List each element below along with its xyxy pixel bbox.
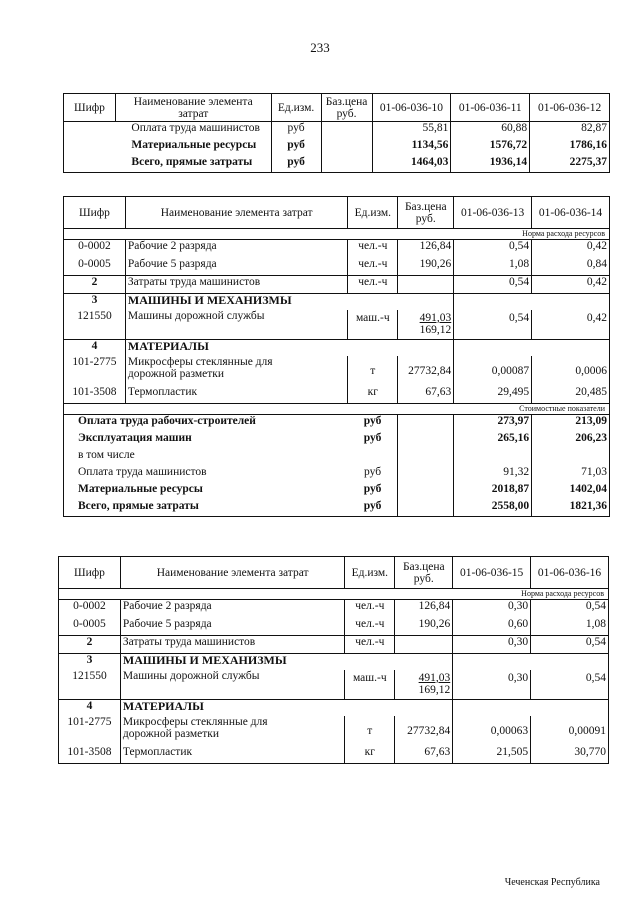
total-value: 273,97 xyxy=(454,415,532,432)
row-code: 2 xyxy=(64,276,126,294)
header-col-01-06-036-11: 01-06-036-11 xyxy=(451,94,530,122)
base-price-secondary: 169,12 xyxy=(419,323,452,336)
table-row xyxy=(64,276,610,294)
norm-subheader: Норма расхода ресурсов xyxy=(453,589,609,600)
table-row xyxy=(59,746,609,764)
row-code: 101-3508 xyxy=(59,746,121,764)
section-row xyxy=(64,340,610,356)
row-value: 0,60 xyxy=(453,618,531,636)
header-col-01-06-036-12: 01-06-036-12 xyxy=(530,94,610,122)
table-row xyxy=(64,139,610,156)
resource-table-2 xyxy=(63,196,610,517)
row-value: 2275,37 xyxy=(530,156,610,173)
section-row xyxy=(59,654,609,670)
row-value: 0,54 xyxy=(531,636,609,654)
table-row xyxy=(59,618,609,636)
row-value: 1,08 xyxy=(531,618,609,636)
section-title: МАТЕРИАЛЫ xyxy=(120,700,344,716)
row-name: Термопластик xyxy=(125,386,347,404)
row-base-price xyxy=(395,670,453,700)
total-row xyxy=(64,500,610,517)
total-name: в том числе xyxy=(64,449,348,466)
row-name: Термопластик xyxy=(120,746,344,764)
total-value: 265,16 xyxy=(454,432,532,449)
row-code: 0-0005 xyxy=(59,618,121,636)
total-name: Всего, прямые затраты xyxy=(64,500,348,517)
row-base-price: 67,63 xyxy=(395,746,453,764)
row-name: Затраты труда машинистов xyxy=(125,276,347,294)
section-title: МАШИНЫ И МЕХАНИЗМЫ xyxy=(125,294,347,310)
row-code: 2 xyxy=(59,636,121,654)
total-unit: руб xyxy=(348,466,398,483)
row-name-line2: дорожной разметки xyxy=(122,727,219,740)
row-value: 0,54 xyxy=(531,600,609,618)
total-row xyxy=(64,466,610,483)
table-row xyxy=(64,156,610,173)
section-code: 3 xyxy=(59,654,121,670)
row-unit: т xyxy=(345,716,395,746)
row-value: 0,84 xyxy=(532,258,610,276)
row-value: 0,00091 xyxy=(531,716,609,746)
header-unit: Ед.изм. xyxy=(271,94,321,122)
total-row xyxy=(64,415,610,432)
table-row xyxy=(59,636,609,654)
row-name xyxy=(120,716,344,746)
row-value: 0,42 xyxy=(532,240,610,258)
base-price-primary: 491,03 xyxy=(419,311,452,324)
row-name: Рабочие 5 разряда xyxy=(125,258,347,276)
section-title: МАШИНЫ И МЕХАНИЗМЫ xyxy=(120,654,344,670)
resource-table-3 xyxy=(58,556,609,764)
row-unit: руб xyxy=(271,122,321,139)
total-unit: руб xyxy=(348,415,398,432)
row-unit: чел.-ч xyxy=(348,276,398,294)
header-name: Наименование элемента затрат xyxy=(125,197,347,229)
row-base-price: 126,84 xyxy=(395,600,453,618)
section-title: МАТЕРИАЛЫ xyxy=(125,340,347,356)
total-value: 1402,04 xyxy=(532,483,610,500)
row-name xyxy=(125,356,347,386)
header-base-price: Баз.цена руб. xyxy=(321,94,372,122)
row-name: Оплата труда машинистов xyxy=(115,122,271,139)
header-name: Наименование элемента затрат xyxy=(120,557,344,589)
row-name: Машины дорожной службы xyxy=(120,670,344,700)
row-code: 0-0002 xyxy=(64,240,126,258)
header-unit: Ед.изм. xyxy=(348,197,398,229)
row-value: 0,30 xyxy=(453,600,531,618)
row-base-price xyxy=(398,310,454,340)
row-base-price: 190,26 xyxy=(398,258,454,276)
row-value: 1,08 xyxy=(454,258,532,276)
table-row xyxy=(64,386,610,404)
row-base-price: 190,26 xyxy=(395,618,453,636)
header-col-01-06-036-13: 01-06-036-13 xyxy=(454,197,532,229)
row-value: 21,505 xyxy=(453,746,531,764)
row-name: Затраты труда машинистов xyxy=(120,636,344,654)
table-row xyxy=(64,258,610,276)
section-row xyxy=(59,700,609,716)
row-value: 20,485 xyxy=(532,386,610,404)
section-row xyxy=(64,294,610,310)
row-value: 0,54 xyxy=(454,276,532,294)
total-row xyxy=(64,432,610,449)
row-name-line1: Микросферы стеклянные для xyxy=(127,355,273,368)
row-base-price: 126,84 xyxy=(398,240,454,258)
header-name: Наименование элемента затрат xyxy=(115,94,271,122)
row-unit: чел.-ч xyxy=(348,258,398,276)
total-value: 2558,00 xyxy=(454,500,532,517)
row-unit: кг xyxy=(348,386,398,404)
row-unit: чел.-ч xyxy=(345,600,395,618)
row-unit: маш.-ч xyxy=(345,670,395,700)
section-code: 4 xyxy=(59,700,121,716)
header-code: Шифр xyxy=(59,557,121,589)
row-base-price: 27732,84 xyxy=(398,356,454,386)
row-code: 0-0002 xyxy=(59,600,121,618)
header-col-01-06-036-10: 01-06-036-10 xyxy=(372,94,451,122)
header-code: Шифр xyxy=(64,197,126,229)
resource-table-1 xyxy=(63,93,610,173)
row-name: Рабочие 2 разряда xyxy=(125,240,347,258)
row-unit: кг xyxy=(345,746,395,764)
row-value: 0,0006 xyxy=(532,356,610,386)
row-value: 0,00087 xyxy=(454,356,532,386)
norm-subheader: Норма расхода ресурсов xyxy=(454,229,610,240)
row-unit: руб xyxy=(271,156,321,173)
row-name: Машины дорожной службы xyxy=(125,310,347,340)
row-value: 0,42 xyxy=(532,276,610,294)
row-code: 101-2775 xyxy=(64,356,126,386)
page-number: 233 xyxy=(310,40,330,55)
row-value: 1786,16 xyxy=(530,139,610,156)
total-value: 213,09 xyxy=(532,415,610,432)
row-name: Рабочие 5 разряда xyxy=(120,618,344,636)
total-name: Оплата труда машинистов xyxy=(64,466,348,483)
base-price-primary: 491,03 xyxy=(418,671,451,684)
row-code: 0-0005 xyxy=(64,258,126,276)
row-value: 1936,14 xyxy=(451,156,530,173)
header-col-01-06-036-15: 01-06-036-15 xyxy=(453,557,531,589)
row-value: 82,87 xyxy=(530,122,610,139)
total-name: Эксплуатация машин xyxy=(64,432,348,449)
row-value: 30,770 xyxy=(531,746,609,764)
total-unit: руб xyxy=(348,432,398,449)
total-unit: руб xyxy=(348,500,398,517)
total-unit: руб xyxy=(348,483,398,500)
table-row xyxy=(64,122,610,139)
row-name: Материальные ресурсы xyxy=(115,139,271,156)
table-row xyxy=(59,716,609,746)
total-value: 71,03 xyxy=(532,466,610,483)
table-row xyxy=(64,356,610,386)
row-value: 0,54 xyxy=(454,310,532,340)
row-value: 55,81 xyxy=(372,122,451,139)
row-base-price: 67,63 xyxy=(398,386,454,404)
footer-region-label: Чеченская Республика xyxy=(504,877,600,888)
row-name: Всего, прямые затраты xyxy=(115,156,271,173)
row-unit: чел.-ч xyxy=(345,636,395,654)
table-row xyxy=(59,670,609,700)
row-unit: чел.-ч xyxy=(348,240,398,258)
total-value: 2018,87 xyxy=(454,483,532,500)
row-unit: т xyxy=(348,356,398,386)
total-value: 91,32 xyxy=(454,466,532,483)
header-base-price: Баз.цена руб. xyxy=(398,197,454,229)
row-name: Рабочие 2 разряда xyxy=(120,600,344,618)
row-value: 29,495 xyxy=(454,386,532,404)
section-code: 3 xyxy=(64,294,126,310)
total-value: 206,23 xyxy=(532,432,610,449)
total-value: 1821,36 xyxy=(532,500,610,517)
row-unit: руб xyxy=(271,139,321,156)
section-code: 4 xyxy=(64,340,126,356)
row-value: 1576,72 xyxy=(451,139,530,156)
row-code: 121550 xyxy=(64,310,126,340)
row-value: 0,00063 xyxy=(453,716,531,746)
table-row xyxy=(64,240,610,258)
total-row xyxy=(64,449,610,466)
total-name: Материальные ресурсы xyxy=(64,483,348,500)
table-row xyxy=(59,600,609,618)
row-value: 0,42 xyxy=(532,310,610,340)
row-unit: маш.-ч xyxy=(348,310,398,340)
row-name-line2: дорожной разметки xyxy=(127,367,224,380)
row-value: 60,88 xyxy=(451,122,530,139)
header-base-price: Баз.цена руб. xyxy=(395,557,453,589)
row-value: 1464,03 xyxy=(372,156,451,173)
row-value: 0,30 xyxy=(453,670,531,700)
cost-subheader: Стоимостные показатели xyxy=(454,404,610,415)
header-col-01-06-036-16: 01-06-036-16 xyxy=(531,557,609,589)
row-value: 1134,56 xyxy=(372,139,451,156)
header-code: Шифр xyxy=(64,94,116,122)
total-name: Оплата труда рабочих-строителей xyxy=(64,415,348,432)
row-value: 0,54 xyxy=(454,240,532,258)
row-code: 121550 xyxy=(59,670,121,700)
row-code: 101-2775 xyxy=(59,716,121,746)
header-col-01-06-036-14: 01-06-036-14 xyxy=(532,197,610,229)
table-row xyxy=(64,310,610,340)
row-name-line1: Микросферы стеклянные для xyxy=(122,715,268,728)
base-price-secondary: 169,12 xyxy=(418,683,451,696)
row-code: 101-3508 xyxy=(64,386,126,404)
row-value: 0,30 xyxy=(453,636,531,654)
row-base-price: 27732,84 xyxy=(395,716,453,746)
row-value: 0,54 xyxy=(531,670,609,700)
header-unit: Ед.изм. xyxy=(345,557,395,589)
total-row xyxy=(64,483,610,500)
row-unit: чел.-ч xyxy=(345,618,395,636)
